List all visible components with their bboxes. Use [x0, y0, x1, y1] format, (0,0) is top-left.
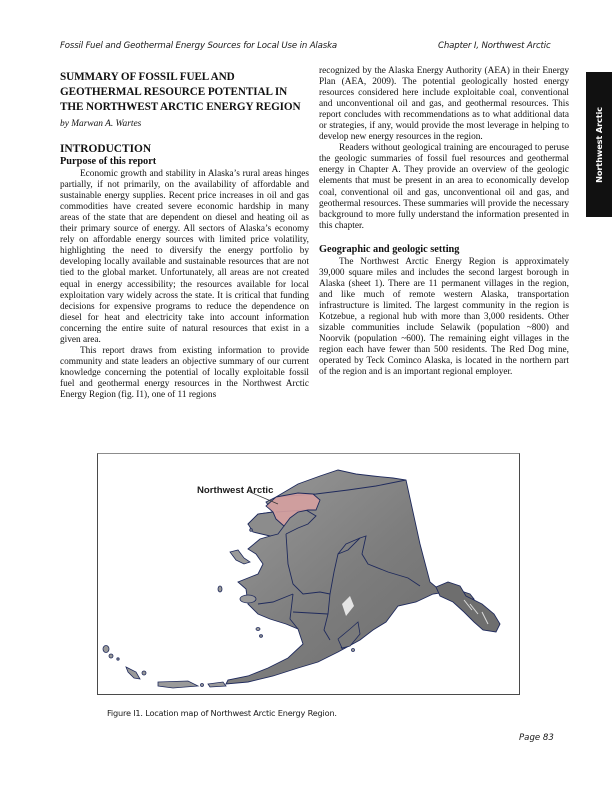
running-head-title: Fossil Fuel and Geothermal Energy Sources for Local Use in Alaska — [60, 41, 338, 51]
right-column — [319, 66, 569, 378]
map-label-northwest-arctic: Northwest Arctic — [197, 485, 274, 496]
alaska-panhandle — [436, 582, 500, 632]
article-title: SUMMARY OF FOSSIL FUEL AND GEOTHERMAL RESOURCE POTENTIAL IN THE NORTHWEST ARCTIC ENERGY REGION — [60, 71, 301, 113]
left-column — [60, 66, 309, 401]
running-head — [60, 41, 552, 55]
figure-caption: Figure I1. Location map of Northwest Arctic Energy Region. — [107, 708, 337, 718]
page-number: Page 83 — [519, 733, 554, 743]
paragraph: This report draws from existing information to provide community and state leaders an objective summary of our current knowledge concerning the potential of locally exploitable fossil fuel and geothermal energy resources in the Northwest Arctic Energy Region (fig. I1), one of 11 regions — [60, 345, 309, 400]
section-heading-introduction: INTRODUCTION — [60, 143, 152, 156]
paragraph: Readers without geological training are encouraged to peruse the geologic summaries of fossil fuel resources and geothermal energy in Chapter A. They provide an overview of the geologic elements that must be present in an area to economically develop coal, conventional oil and gas, unconventional oil and gas, and geothermal resources. These summaries will provide the necessary background to more fully understand the information presented in this chapter. — [319, 143, 569, 231]
paragraph: The Northwest Arctic Energy Region is approximately 39,000 square miles and includes the second largest borough in Alaska (sheet 1). There are 11 permanent villages in the region, and like much of remote western Alaska, transportation infrastructure is limited. The largest community in the region is Kotzebue, a regional hub with more than 3,000 residents. Other sizable communities include Selawik (population ~800) and Noorvik (population ~600). The remaining eight villages in the region each have fewer than 500 residents. The Red Dog mine, operated by Teck Cominco Alaska, is located in the northern part of the region and is an important regional employer. — [319, 256, 569, 378]
side-tab-label: Northwest Arctic — [594, 106, 604, 183]
location-map-figure — [97, 453, 520, 695]
paragraph-continued: recognized by the Alaska Energy Authority (AEA) in their Energy Plan (AEA, 2009). The potential geologically hosted energy resources considered here include exploitable coal, conventional and unconventional oil and gas, and geothermal resources. This report concludes with recommendations as to what additional data or strategies, if any, would provide the most leverage in helping to develop new energy resources in the region. — [319, 66, 569, 143]
subheading-geographic-setting: Geographic and geologic setting — [319, 243, 460, 255]
running-head-chapter: Chapter I, Northwest Arctic — [438, 41, 551, 51]
paragraph: Economic growth and stability in Alaska’s rural areas hinges partially, if not primarily, on the availability of affordable and sustainable energy supplies. Recent price increases in oil and gas commodities have created severe economic hardship in many areas of the state that are dependent on diesel and heating oil as their primary source of energy. All sectors of Alaska’s economy rely on affordable energy sources with limited price volatility, highlighting the need to diversify the energy portfolio by developing locally available and sustainable resources that are not tied to the global market. Unfortunately, all areas are not created equal in energy accessibility; the resources available for local exploitation vary widely across the state. It is critical that funding decisions for expensive programs to reduce the dependence on diesel for heat and electricity take into account information concerning the entire suite of natural resources that exist in a given area. — [60, 169, 309, 345]
alaska-map — [98, 454, 521, 696]
chapter-side-tab — [586, 72, 612, 217]
subheading-purpose: Purpose of this report — [60, 156, 157, 168]
byline: by Marwan A. Wartes — [60, 119, 142, 129]
alaska-mainland — [226, 470, 474, 684]
